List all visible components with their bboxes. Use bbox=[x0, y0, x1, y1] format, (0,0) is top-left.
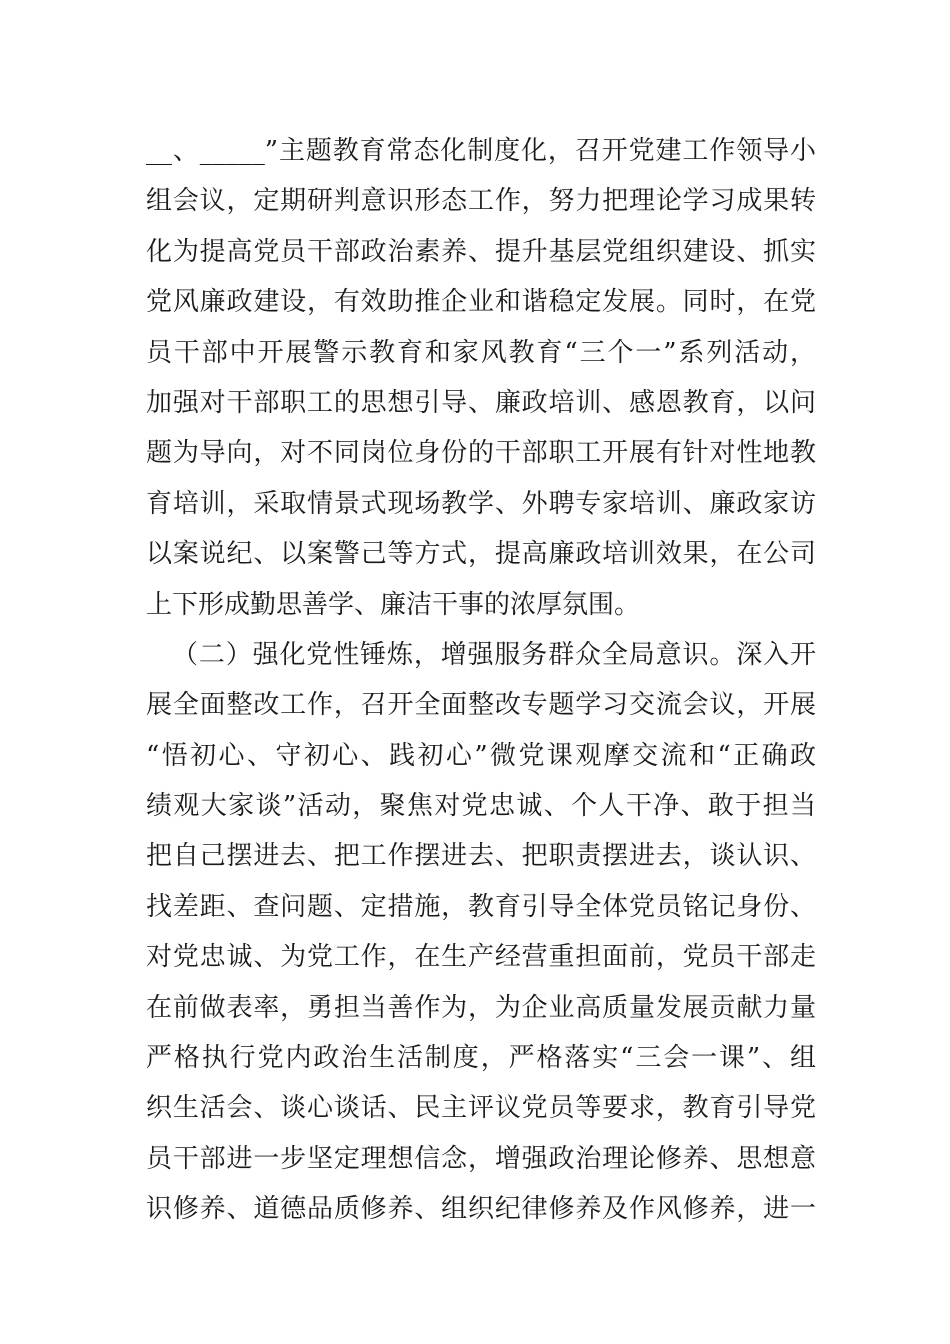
text-line: 题为导向，对不同岗位身份的干部职工开展有针对性地教 bbox=[146, 438, 816, 469]
text-line: 严格执行党内政治生活制度，严格落实“三会一课”、组 bbox=[146, 1043, 816, 1074]
text-line: 党风廉政建设，有效助推企业和谐稳定发展。同时，在党 bbox=[146, 287, 816, 318]
section-heading-line: （二）强化党性锤炼，增强服务群众全局意识。深入开 bbox=[172, 639, 816, 670]
text-line: __、_____”主题教育常态化制度化，召开党建工作领导小 bbox=[146, 136, 816, 166]
text-line: 上下形成勤思善学、廉洁干事的浓厚氛围。 bbox=[146, 589, 641, 620]
text-line: 以案说纪、以案警己等方式，提高廉政培训效果，在公司 bbox=[146, 539, 816, 570]
text-line: 育培训，采取情景式现场教学、外聘专家培训、廉政家访 bbox=[146, 488, 816, 519]
text-line: 识修养、道德品质修养、组织纪律修养及作风修养，进一 bbox=[146, 1194, 816, 1225]
text-line: 员干部进一步坚定理想信念，增强政治理论修养、思想意 bbox=[146, 1143, 816, 1174]
text-line: 把自己摆进去、把工作摆进去、把职责摆进去，谈认识、 bbox=[146, 841, 816, 872]
text-line: 绩观大家谈”活动，聚焦对党忠诚、个人干净、敢于担当 bbox=[146, 791, 816, 822]
text-line: 员干部中开展警示教育和家风教育“三个一”系列活动， bbox=[146, 337, 816, 368]
text-line: 织生活会、谈心谈话、民主评议党员等要求，教育引导党 bbox=[146, 1093, 816, 1124]
text-line: 加强对干部职工的思想引导、廉政培训、感恩教育，以问 bbox=[146, 387, 816, 418]
body-text bbox=[146, 126, 816, 1235]
text-line: 组会议，定期研判意识形态工作，努力把理论学习成果转 bbox=[146, 186, 816, 217]
text-line: 展全面整改工作，召开全面整改专题学习交流会议，开展 bbox=[146, 690, 816, 721]
text-line: 化为提高党员干部政治素养、提升基层党组织建设、抓实 bbox=[146, 236, 816, 267]
text-line: “悟初心、守初心、践初心”微党课观摩交流和“正确政 bbox=[146, 740, 816, 771]
text-line: 找差距、查问题、定措施，教育引导全体党员铭记身份、 bbox=[146, 891, 816, 922]
text-line: 在前做表率，勇担当善作为，为企业高质量发展贡献力量 bbox=[146, 992, 816, 1023]
text-line: 对党忠诚、为党工作，在生产经营重担面前，党员干部走 bbox=[146, 942, 816, 973]
